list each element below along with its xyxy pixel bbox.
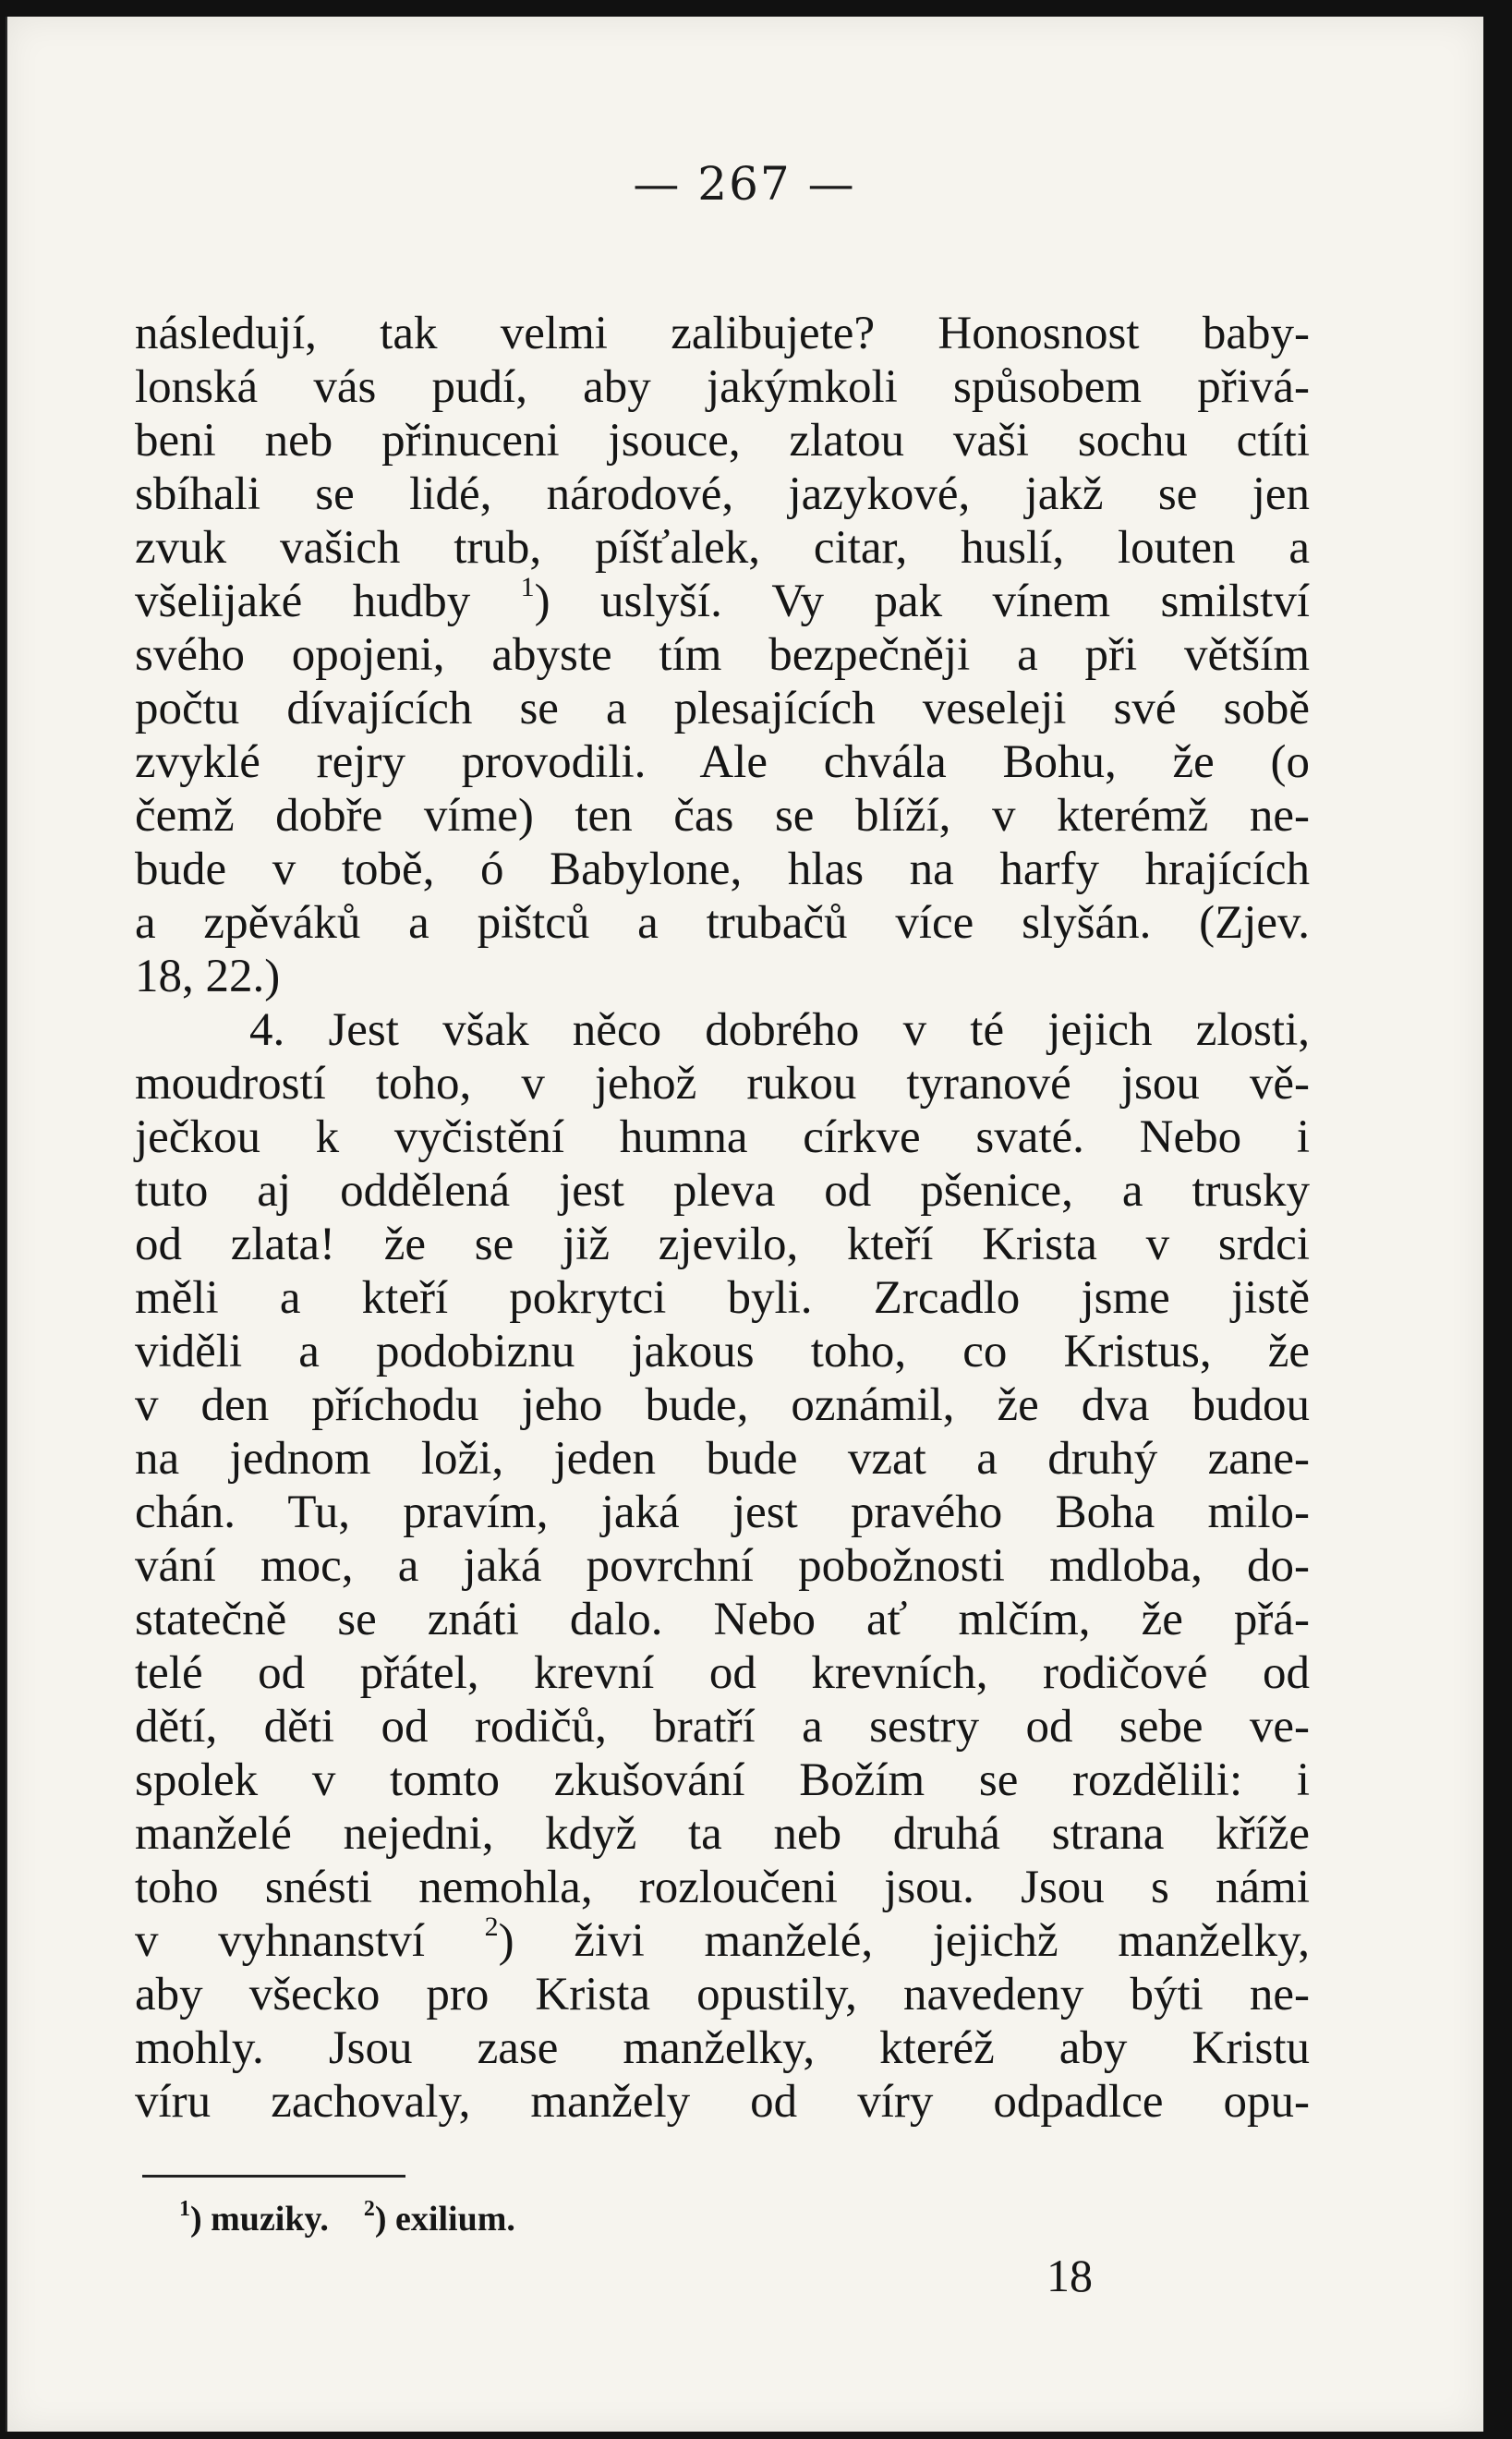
text-line: manželé nejedni, když ta neb druhá strana kříže [135, 1808, 1310, 1860]
page-number: — 267 — [633, 157, 856, 211]
text-line: moudrostí toho, v jehož rukou tyranové jsou vě- [135, 1058, 1310, 1110]
text-line: a zpěváků a pištců a trubačů více slyšán. (Zjev. [135, 897, 1310, 949]
footnote-ref-1: 1 [520, 572, 535, 602]
text-line [135, 572, 1310, 628]
book-page [6, 17, 1483, 2432]
page-edge-shadow [6, 17, 7, 2432]
text-line: 4. Jest však něco dobrého v té jejich zlosti, [249, 1004, 1310, 1056]
footnote-2 [363, 2197, 515, 2239]
text-fragment: ) uslyší. [534, 576, 722, 627]
text-fragment: všelijaké hudby [135, 576, 521, 627]
text-fragment: živi manželé, jejichž manželky, [574, 1915, 1311, 1967]
text-fragment: v vyhnanství [135, 1915, 485, 1967]
text-line: od zlata! že se již zjevilo, kteří Krista v srdci [135, 1219, 1310, 1270]
text-line: spolek v tomto zkušování Božím se rozdělili: i [135, 1754, 1310, 1806]
footnotes [179, 2199, 515, 2239]
text-line: vání moc, a jaká povrchní pobožnosti mdloba, do- [135, 1540, 1310, 1592]
text-fragment: ) [498, 1915, 514, 1967]
text-line: bude v tobě, ó Babylone, hlas na harfy hrajících [135, 843, 1310, 895]
text-fragment: Vy pak vínem smilství [771, 576, 1310, 627]
text-line: telé od přátel, krevní od krevních, rodičové od [135, 1647, 1310, 1699]
text-line: ječkou k vyčistění humna církve svaté. Nebo i [135, 1111, 1310, 1163]
text-line: zvuk vašich trub, píšťalek, citar, huslí, louten a [135, 522, 1310, 574]
text-line: v den příchodu jeho bude, oznámil, že dva budou [135, 1379, 1310, 1431]
text-line: následují, tak velmi zalibujete? Honosnost baby- [135, 308, 1310, 359]
text-line: lonská vás pudí, aby jakýmkoli spůsobem přivá- [135, 361, 1310, 413]
footnote-ref-2: 2 [484, 1911, 499, 1942]
signature-mark: 18 [1046, 2250, 1093, 2301]
text-line: zvyklé rejry provodili. Ale chvála Bohu, že (o [135, 736, 1310, 788]
text-line: beni neb přinuceni jsouce, zlatou vaši sochu ctíti [135, 415, 1310, 467]
text-line: aby všecko pro Krista opustily, navedeny býti ne- [135, 1969, 1310, 2020]
text-line: počtu dívajících se a plesajících veseleji své sobě [135, 683, 1310, 734]
footnote-1-mark: 1 [179, 2197, 190, 2221]
text-line: mohly. Jsou zase manželky, kteréž aby Kristu [135, 2022, 1310, 2074]
text-line: víru zachovaly, manžely od víry odpadlce opu- [135, 2076, 1310, 2128]
text-line: toho snésti nemohla, rozloučeni jsou. Jsou s námi [135, 1862, 1310, 1913]
footnote-divider [142, 2175, 405, 2178]
footnote-2-mark: 2 [363, 2197, 375, 2221]
text-line: viděli a podobiznu jakous toho, co Kristus, že [135, 1326, 1310, 1377]
footnote-1 [179, 2197, 329, 2239]
footnote-1-text: ) muziky. [190, 2200, 329, 2239]
text-line: statečně se znáti dalo. Nebo ať mlčím, že přá- [135, 1594, 1310, 1645]
text-line: čemž dobře víme) ten čas se blíží, v kterémž ne- [135, 790, 1310, 842]
text-line: svého opojeni, abyste tím bezpečněji a při větším [135, 629, 1310, 681]
text-line: 18, 22.) [135, 951, 281, 1002]
text-line: měli a kteří pokrytci byli. Zrcadlo jsme jistě [135, 1272, 1310, 1324]
body-text [135, 307, 1310, 2129]
text-line: na jednom loži, jeden bude vzat a druhý zane- [135, 1433, 1310, 1485]
text-line: tuto aj oddělená jest pleva od pšenice, a trusky [135, 1165, 1310, 1217]
text-line: chán. Tu, pravím, jaká jest pravého Boha milo- [135, 1486, 1310, 1538]
text-line: sbíhali se lidé, národové, jazykové, jakž se jen [135, 468, 1310, 520]
footnote-2-text: ) exilium. [374, 2200, 515, 2239]
text-line [135, 1911, 1311, 1968]
text-line: dětí, děti od rodičů, bratří a sestry od sebe ve- [135, 1701, 1310, 1753]
